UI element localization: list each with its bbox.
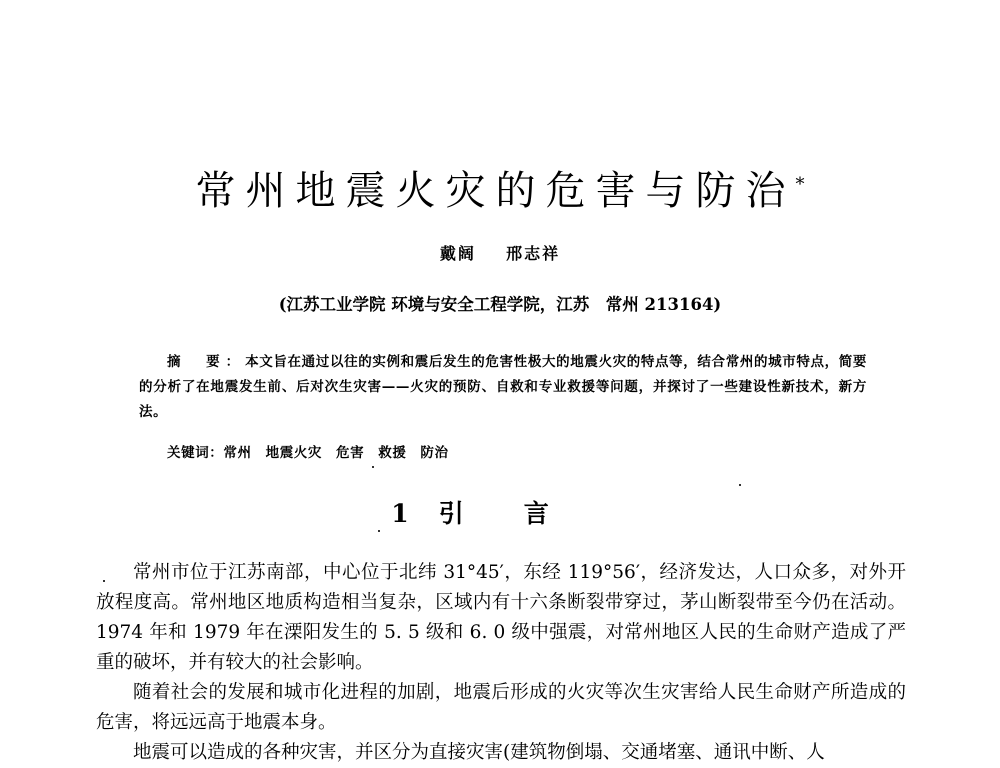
keyword-item: 防治 <box>420 445 449 461</box>
scan-speck <box>103 580 105 582</box>
body-paragraph: 随着社会的发展和城市化进程的加剧，地震后形成的火灾等次生灾害给人民生命财产所造成的危害，将远远高于地震本身。 <box>96 682 906 733</box>
body-paragraph: 常州市位于江苏南部，中心位于北纬 31°45′，东经 119°56′，经济发达，人口众多，对外开放程度高。常州地区地质构造相当复杂，区域内有十六条断裂带穿过，茅山断裂带至今仍在活动。1974 年和 1979 年在溧阳发生的 5. 5 级和 6. 0 级中强震，对常州地区人民的生命财产造成了严重的破坏，并有较大的社会影响。 <box>96 562 906 673</box>
keywords <box>167 441 867 465</box>
author-name: 戴阔 <box>439 244 476 263</box>
keyword-item: 地震火灾 <box>265 445 323 461</box>
author-name: 邢志祥 <box>506 244 561 263</box>
keyword-item: 危害 <box>336 445 365 461</box>
scan-speck <box>378 530 380 532</box>
section-title: 引言 <box>438 499 609 528</box>
scan-speck <box>372 466 374 468</box>
title-text: 常州地震火灾的危害与防治 <box>195 168 796 214</box>
section-number: 1 <box>391 499 409 528</box>
body-paragraph: 地震可以造成的各种灾害，并区分为直接灾害(建筑物倒塌、交通堵塞、通讯中断、人 <box>133 742 825 763</box>
author-list <box>0 242 1000 266</box>
scan-speck <box>739 484 741 486</box>
title-footnote-mark: * <box>795 174 805 195</box>
paper-title <box>0 166 1000 216</box>
keyword-item: 常州 <box>223 445 252 461</box>
abstract-label: 摘 要： <box>167 354 246 370</box>
abstract <box>139 350 867 425</box>
keywords-label: 关键词： <box>167 445 224 461</box>
keyword-item: 救援 <box>378 445 407 461</box>
abstract-text: 本文旨在通过以往的实例和震后发生的危害性极大的地震火灾的特点等，结合常州的城市特点，简要的分析了在地震发生前、后对次生灾害——火灾的预防、自救和专业救援等问题，并探讨了一些建设性新技术，新方法。 <box>139 354 867 420</box>
body-text <box>96 558 906 768</box>
author-affiliation: (江苏工业学院 环境与安全工程学院，江苏 常州 213164) <box>278 295 722 314</box>
section-heading <box>0 496 1000 532</box>
